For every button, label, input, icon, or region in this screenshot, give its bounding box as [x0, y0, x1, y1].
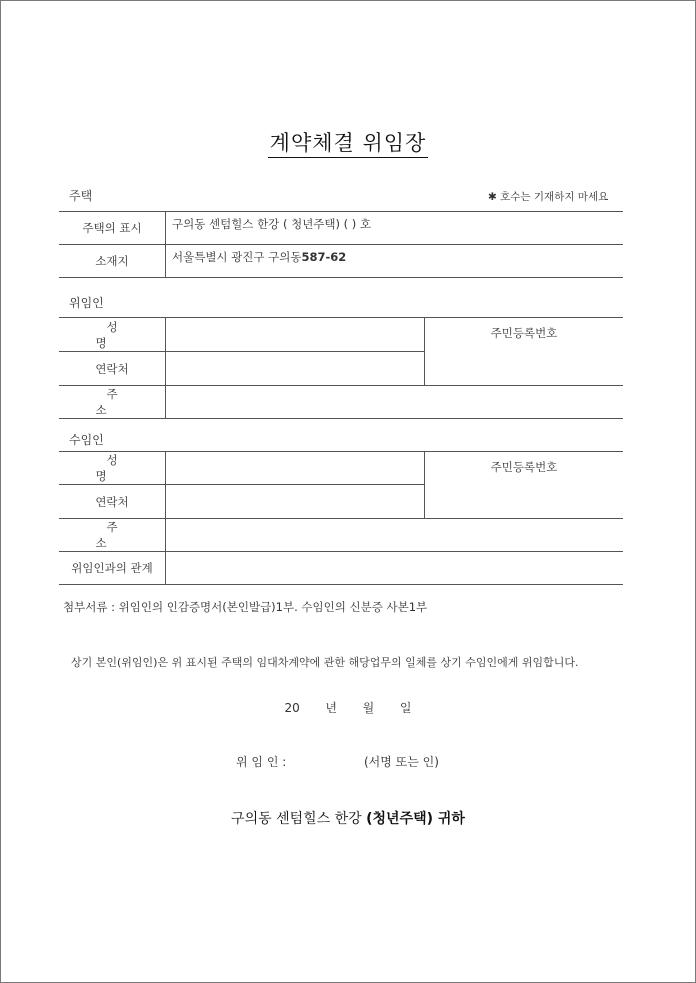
delegate-name-row [59, 452, 623, 485]
date-day-label: 일 [399, 701, 412, 715]
house-location-value [166, 245, 624, 278]
addressee-name: 구의동 센텀힐스 한강 [231, 811, 362, 827]
house-section-label: 주택 [69, 189, 93, 203]
delegate-relation-field[interactable] [166, 552, 624, 585]
delegate-address-field[interactable] [166, 519, 624, 552]
delegator-section-label: 위임인 [69, 296, 104, 310]
house-location-label: 소재지 [59, 245, 166, 278]
delegate-id-label: 주민등록번호 [425, 452, 624, 519]
delegator-name-label [59, 318, 166, 352]
house-table [59, 211, 623, 278]
delegator-contact-field[interactable] [166, 352, 425, 386]
delegate-address-label-text: 주 소 [95, 520, 140, 550]
delegation-statement: 상기 본인(위임인)은 위 표시된 주택의 임대차계약에 관한 해당업무의 일체를 상기 수임인에게 위임합니다. [71, 656, 579, 669]
delegator-name-field[interactable] [166, 318, 425, 352]
date-year-label: 년 [325, 701, 338, 715]
delegate-contact-field[interactable] [166, 485, 425, 519]
delegate-relation-row [59, 552, 623, 585]
date-line [1, 699, 695, 716]
delegator-name-row [59, 318, 623, 352]
location-text: 서울특별시 광진구 구의동 [172, 250, 302, 264]
delegate-name-field[interactable] [166, 452, 425, 485]
house-location-row [59, 245, 623, 278]
date-month-label: 월 [362, 701, 375, 715]
delegator-table [59, 317, 623, 419]
delegator-address-label [59, 386, 166, 419]
delegate-name-label [59, 452, 166, 485]
house-note: ✱ 호수는 기재하지 마세요 [488, 191, 609, 203]
delegator-id-label: 주민등록번호 [425, 318, 624, 386]
attachments-text: 첨부서류 : 위임인의 인감증명서(본인발급)1부. 수임인의 신분증 사본1부 [63, 600, 428, 614]
document-title [1, 127, 695, 157]
delegator-address-label-text: 주 소 [95, 387, 140, 417]
title-text: 계약체결 위임장 [268, 131, 429, 158]
house-display-value: 구의동 센텀힐스 한강 ( 청년주택) ( ) 호 [166, 212, 624, 245]
house-display-label: 주택의 표시 [59, 212, 166, 245]
signature-hint: (서명 또는 인) [364, 755, 439, 769]
house-display-row [59, 212, 623, 245]
addressee-suffix: (청년주택) 귀하 [366, 811, 465, 827]
delegator-contact-label: 연락처 [59, 352, 166, 386]
delegate-table [59, 451, 623, 585]
date-year-prefix: 20 [284, 701, 300, 715]
delegate-name-label-text: 성 명 [95, 453, 140, 483]
location-lot-number: 587-62 [301, 250, 347, 264]
delegator-address-field[interactable] [166, 386, 624, 419]
signature-label: 위 임 인 : [236, 755, 287, 769]
delegate-address-row [59, 519, 623, 552]
delegate-address-label [59, 519, 166, 552]
delegate-section-label: 수임인 [69, 433, 104, 447]
delegator-name-label-text: 성 명 [95, 319, 140, 350]
addressee-line [1, 808, 695, 828]
delegator-address-row [59, 386, 623, 419]
delegate-relation-label: 위임인과의 관계 [59, 552, 166, 585]
delegate-contact-label: 연락처 [59, 485, 166, 519]
